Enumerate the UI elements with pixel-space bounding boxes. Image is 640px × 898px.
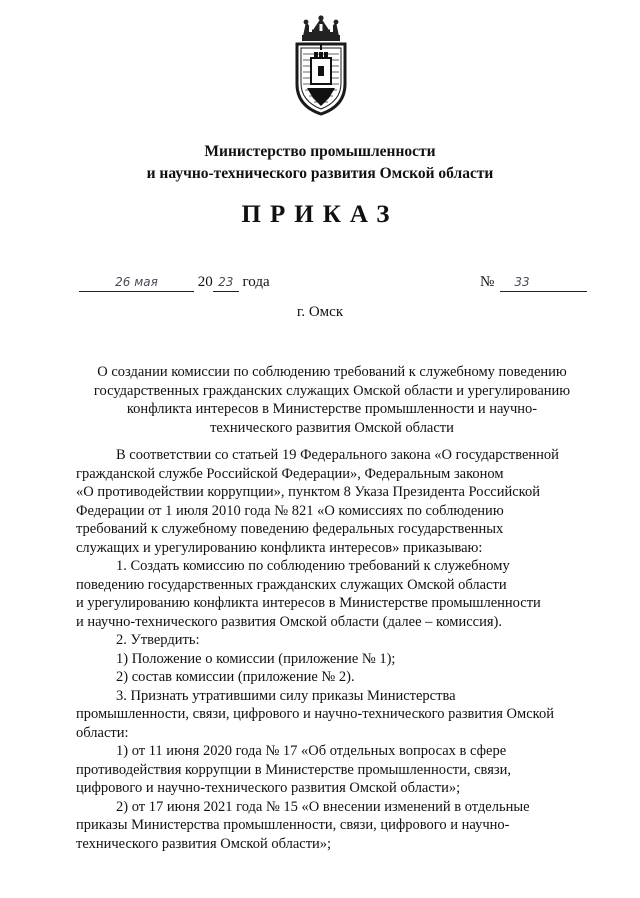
subject-line: конфликта интересов в Министерстве промышленности и научно- (126, 401, 538, 417)
document-date (79, 272, 270, 292)
item3-2-line: приказы Министерства промышленности, связи, цифрового и научно- (76, 817, 510, 833)
number-value: 33 (500, 274, 587, 292)
ministry-name-line2: и научно-технического развития Омской области (146, 165, 494, 182)
ministry-name-line1: Министерство промышленности (204, 143, 436, 160)
preamble-line: Федерации от 1 июля 2010 года № 821 «О комиссиях по соблюдению (76, 502, 504, 519)
subject-line: государственных гражданских служащих Омской области и урегулированию (93, 382, 571, 399)
item3-line: промышленности, связи, цифрового и научно-технического развития Омской (76, 706, 554, 722)
item2-line: 2. Утвердить: (116, 632, 200, 648)
preamble-line: В соответствии со статьей 19 Федерального закона «О государственной (116, 447, 559, 463)
document-type-title: ПРИКАЗ (241, 201, 399, 228)
preamble-line: требований к служебному поведению федеральных государственных (76, 521, 504, 537)
document-subject (76, 363, 588, 437)
item1-line: и урегулированию конфликта интересов в Министерстве промышленности (76, 595, 541, 611)
subject-line: технического развития Омской области (210, 419, 454, 436)
item3-2-line: технического развития Омской области»; (76, 835, 332, 852)
document-number (480, 272, 587, 292)
omsk-coat-of-arms-icon (289, 14, 353, 118)
subject-line: О создании комиссии по соблюдению требований к служебному поведению (97, 364, 567, 380)
item1-line: 1. Создать комиссию по соблюдению требований к служебному (116, 558, 510, 574)
item3-1-line: противодействия коррупции в Министерстве промышленности, связи, (76, 761, 511, 778)
year-word: года (242, 274, 270, 290)
year-suffix: 23 (213, 274, 239, 292)
date-day-month: 26 мая (79, 274, 194, 292)
item3-line: области: (76, 724, 129, 741)
item1-line: и научно-технического развития Омской области (далее – комиссия). (76, 613, 503, 630)
document-city: г. Омск (296, 304, 344, 320)
preamble-line: «О противодействии коррупции», пунктом 8 Указа Президента Российской (76, 484, 540, 500)
item2-1-line: 1) Положение о комиссии (приложение № 1); (116, 650, 396, 667)
document-body (76, 446, 588, 853)
year-prefix: 20 (197, 274, 213, 290)
item3-1-line: цифрового и научно-технического развития Омской области»; (76, 780, 461, 796)
item3-1-line: 1) от 11 июня 2020 года № 17 «Об отдельных вопросах в сфере (116, 743, 507, 759)
item1-line: поведению государственных гражданских служащих Омской области (76, 576, 507, 593)
item3-line: 3. Признать утратившими силу приказы Министерства (116, 687, 456, 704)
preamble-line: гражданской службе Российской Федерации», Федеральным законом (76, 465, 504, 482)
preamble-line: служащих и урегулированию конфликта интересов» приказываю: (76, 539, 483, 556)
number-sign: № (480, 274, 495, 290)
item2-2-line: 2) состав комиссии (приложение № 2). (116, 669, 355, 685)
item3-2-line: 2) от 17 июня 2021 года № 15 «О внесении изменений в отдельные (116, 798, 530, 815)
